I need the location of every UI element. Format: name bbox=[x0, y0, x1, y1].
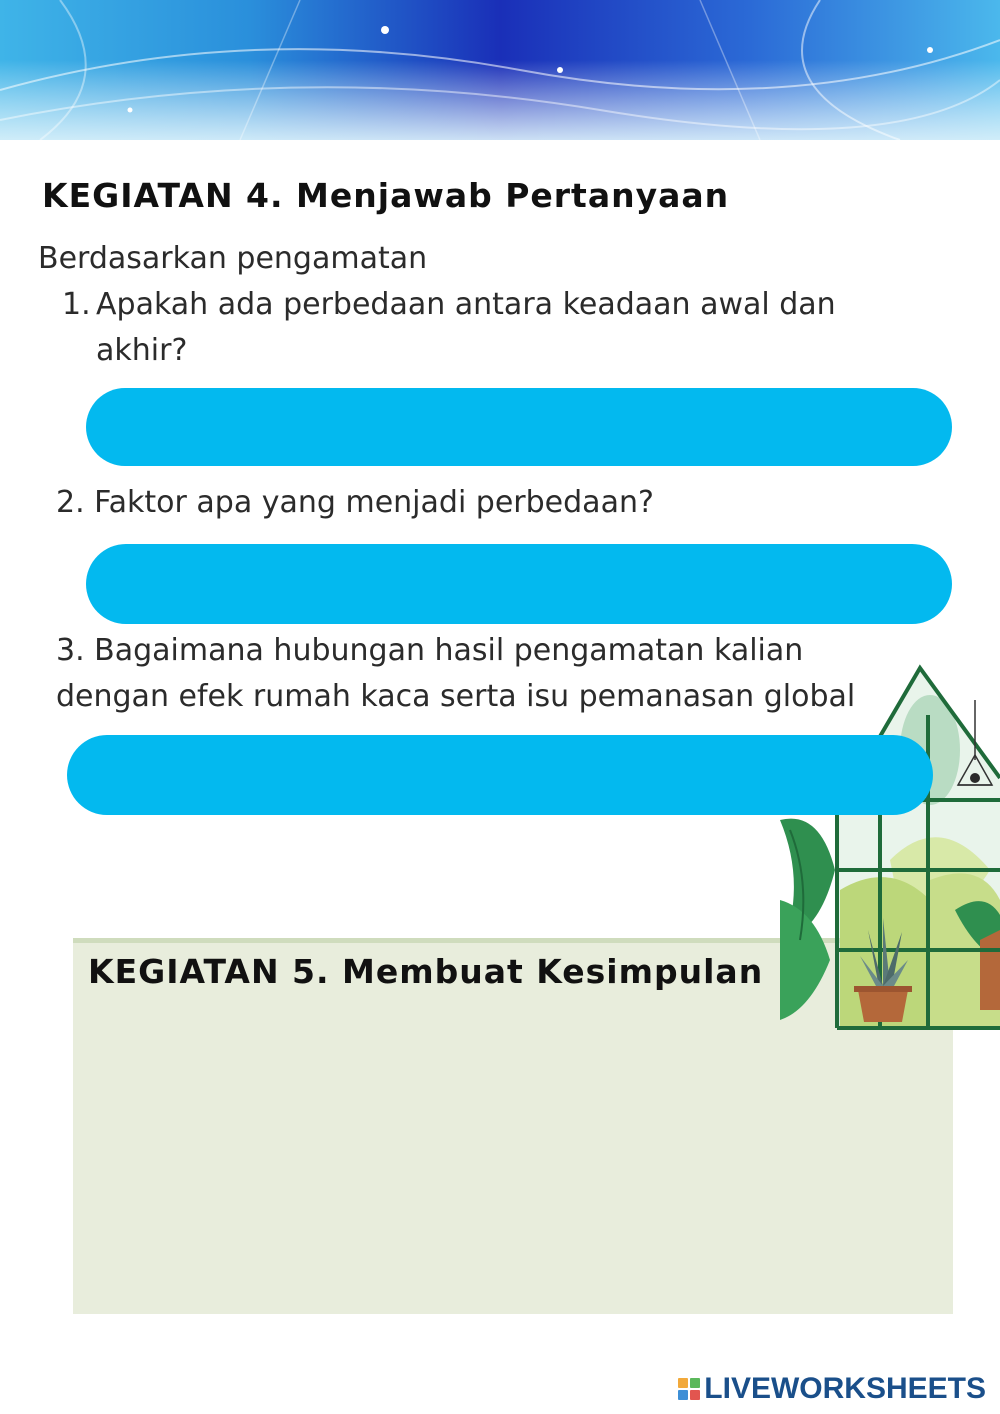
liveworksheets-logo-icon bbox=[678, 1378, 700, 1400]
question-1-line1: Apakah ada perbedaan antara keadaan awal dan bbox=[96, 287, 836, 322]
question-3-line2: dengan efek rumah kaca serta isu pemanasan global bbox=[56, 679, 856, 714]
answer-1-input[interactable] bbox=[86, 388, 952, 466]
activity4-intro: Berdasarkan pengamatan bbox=[38, 241, 428, 276]
brand-name: LIVEWORKSHEETS bbox=[704, 1372, 986, 1405]
question-1-number: 1. bbox=[62, 287, 91, 322]
question-2: 2. Faktor apa yang menjadi perbedaan? bbox=[56, 485, 654, 520]
greenhouse-illustration bbox=[780, 660, 1000, 1040]
logo-square-v bbox=[678, 1390, 688, 1400]
conclusion-input[interactable] bbox=[88, 1010, 942, 1304]
activity4-title: KEGIATAN 4. Menjawab Pertanyaan bbox=[42, 176, 730, 215]
question-3-line1: 3. Bagaimana hubungan hasil pengamatan kalian bbox=[56, 633, 804, 668]
question-1-line2: akhir? bbox=[96, 333, 188, 368]
header-banner bbox=[0, 0, 1000, 140]
logo-square-l bbox=[678, 1378, 688, 1388]
logo-square-i bbox=[690, 1378, 700, 1388]
question-3 bbox=[56, 628, 855, 720]
answer-3-input[interactable] bbox=[67, 735, 933, 815]
footer-brand[interactable] bbox=[678, 1372, 986, 1406]
answer-2-input[interactable] bbox=[86, 544, 952, 624]
logo-square-e bbox=[690, 1390, 700, 1400]
banner-image bbox=[0, 0, 1000, 140]
activity5-title: KEGIATAN 5. Membuat Kesimpulan bbox=[88, 952, 764, 991]
question-1 bbox=[62, 282, 836, 374]
